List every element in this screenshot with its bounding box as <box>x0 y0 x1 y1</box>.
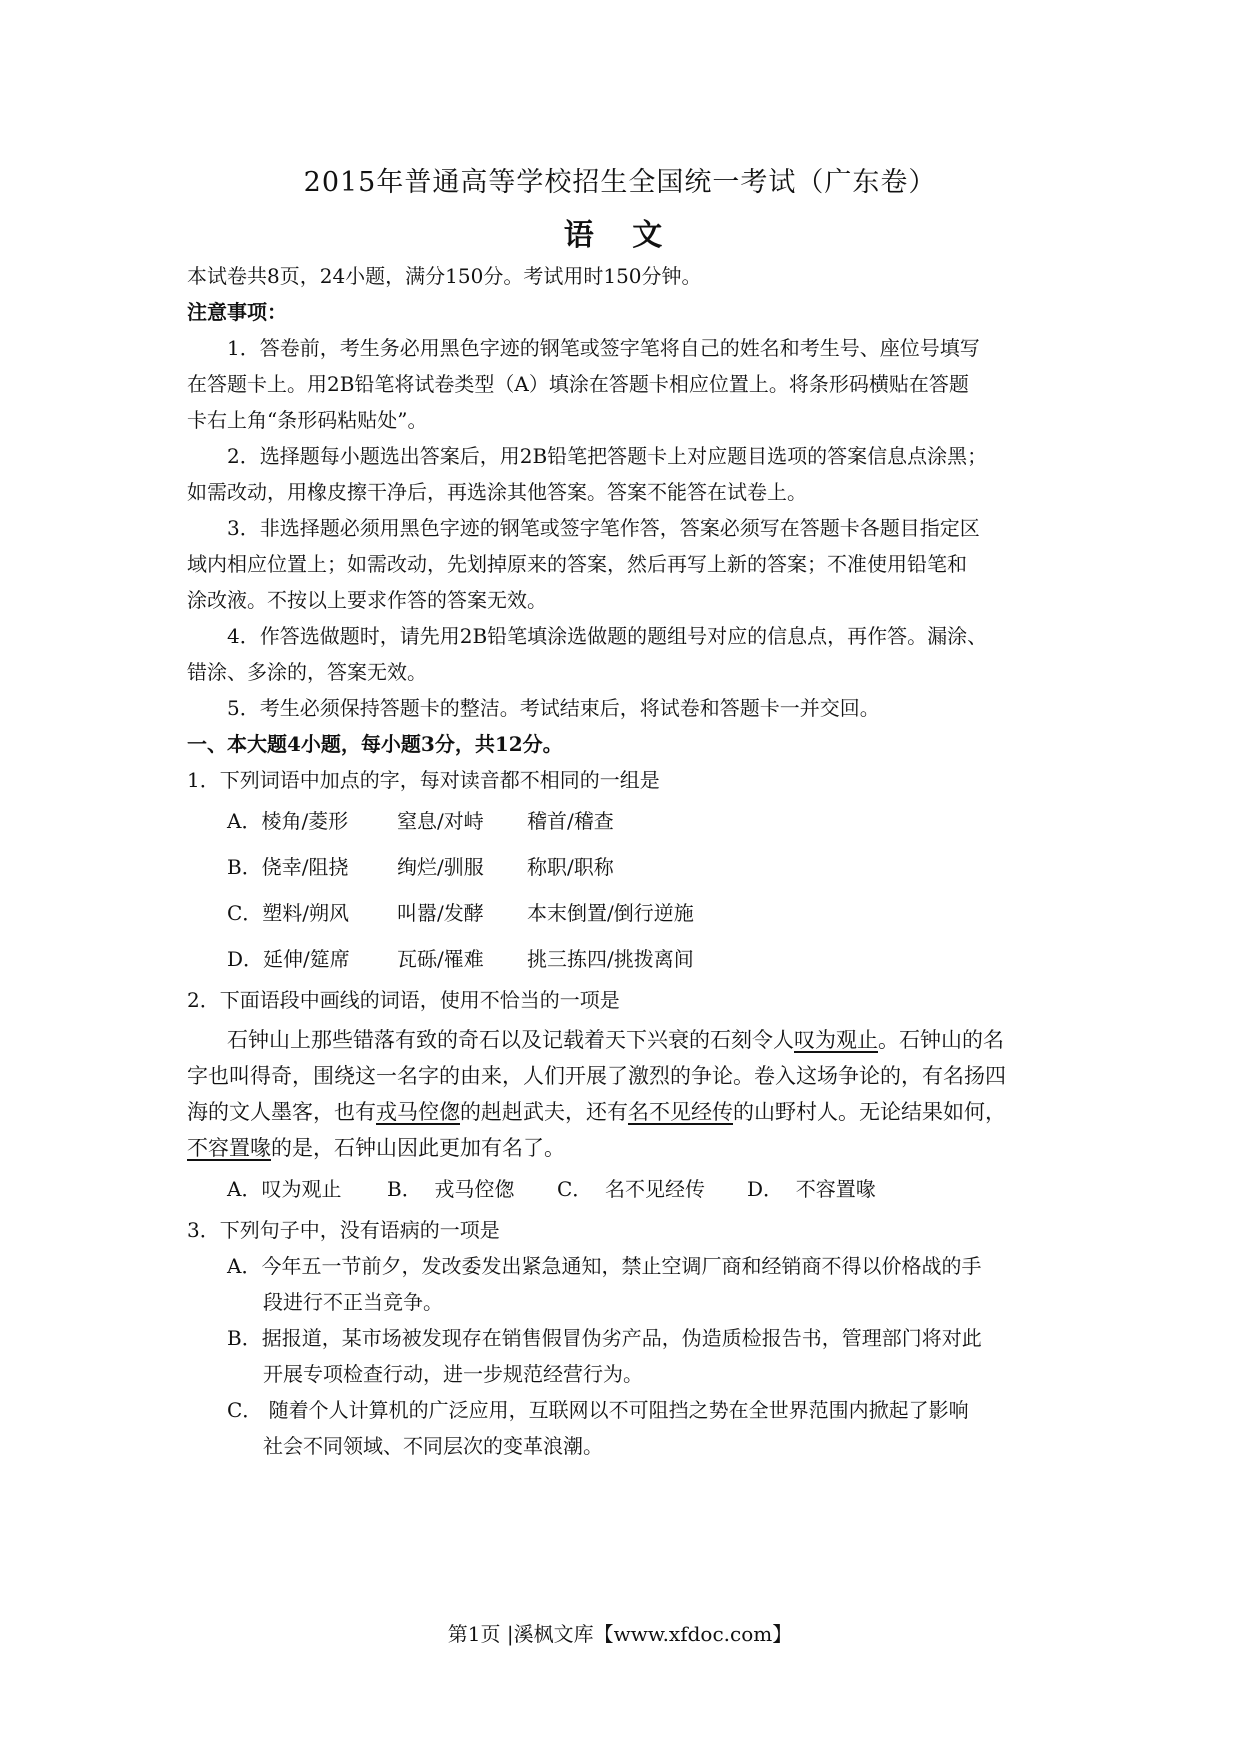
q1-option-c: C．塑料/朔风 叫嚣/发酵 本末倒置/倒行逆施 <box>227 901 694 925</box>
underlined-phrase: 叹为观止 <box>794 1028 878 1052</box>
intro-text: 本试卷共8页，24小题，满分150分。考试用时150分钟。 <box>187 264 702 288</box>
question-2-stem: 2．下面语段中画线的词语，使用不恰当的一项是 <box>187 988 620 1012</box>
question-1-stem: 1．下列词语中加点的字，每对读音都不相同的一组是 <box>187 768 660 792</box>
question-3-stem: 3．下列句子中，没有语病的一项是 <box>187 1218 500 1242</box>
notice-4: 4．作答选做题时，请先用2B铅笔填涂选做题的题组号对应的信息点，再作答。漏涂、 错涂、多涂的，答案无效。 <box>187 624 988 684</box>
notice-2: 2．选择题每小题选出答案后，用2B铅笔把答题卡上对应题目选项的答案信息点涂黑； 如需改动，用橡皮擦干净后，再选涂其他答案。答案不能答在试卷上。 <box>187 444 988 504</box>
question-2-passage <box>187 1022 1067 1166</box>
exam-content <box>187 258 1067 1464</box>
section-heading: 一、本大题4小题，每小题3分，共12分。 <box>187 732 563 756</box>
subject-heading: 语 文 <box>563 218 677 253</box>
page-title: 2015年普通高等学校招生全国统一考试（广东卷） <box>303 167 937 198</box>
underlined-phrase: 名不见经传 <box>628 1100 733 1124</box>
notice-1: 1．答卷前，考生务必用黑色字迹的钢笔或签字笔将自己的姓名和考生号、座位号填写 在答题卡上。用2B铅笔将试卷类型（A）填涂在答题卡相应位置上。将条形码横贴在答题 卡右上角“条形码粘贴处”。 <box>187 336 980 432</box>
passage-line: 石钟山上那些错落有致的奇石以及记载着天下兴衰的石刻令人叹为观止。石钟山的名 <box>227 1028 1004 1052</box>
notice-heading: 注意事项： <box>187 300 287 324</box>
notice-5: 5．考生必须保持答题卡的整洁。考试结束后，将试卷和答题卡一并交回。 <box>227 696 880 720</box>
q1-option-a: A．棱角/菱形 窒息/对峙 稽首/稽查 <box>227 809 614 833</box>
q3-option-b: B．据报道，某市场被发现存在销售假冒伪劣产品，伪造质检报告书，管理部门将对此 开展专项检查行动，进一步规范经营行为。 <box>227 1326 982 1386</box>
q1-option-d: D．延伸/筵席 瓦砾/罹难 挑三拣四/挑拨离间 <box>227 947 694 971</box>
page-footer: 第1页 |溪枫文库【www.xfdoc.com】 <box>447 1622 793 1646</box>
q1-option-b: B．侥幸/阻挠 绚烂/驯服 称职/职称 <box>227 855 614 879</box>
passage-line: 字也叫得奇，围绕这一名字的由来，人们开展了激烈的争论。卷入这场争论的，有名扬四 <box>187 1064 1006 1088</box>
q3-option-c: C． 随着个人计算机的广泛应用，互联网以不可阻挡之势在全世界范围内掀起了影响 社会不同领域、不同层次的变革浪潮。 <box>227 1398 969 1458</box>
question-1-options <box>187 798 1067 982</box>
question-2-choices: A．叹为观止 B． 戎马倥偬 C． 名不见经传 D． 不容置喙 <box>227 1177 876 1201</box>
passage-line: 海的文人墨客，也有戎马倥偬的赳赳武夫，还有名不见经传的山野村人。无论结果如何， <box>187 1100 1006 1124</box>
underlined-phrase: 不容置喙 <box>187 1136 271 1160</box>
q3-option-a: A．今年五一节前夕，发改委发出紧急通知，禁止空调厂商和经销商不得以价格战的手 段进行不正当竞争。 <box>227 1254 982 1314</box>
notice-3: 3．非选择题必须用黑色字迹的钢笔或签字笔作答，答案必须写在答题卡各题目指定区 域内相应位置上；如需改动，先划掉原来的答案，然后再写上新的答案；不准使用铅笔和 涂改液。不按以上要求作答的答案无效。 <box>187 516 980 612</box>
underlined-phrase: 戎马倥偬 <box>376 1100 460 1124</box>
passage-line: 不容置喙的是，石钟山因此更加有名了。 <box>187 1136 565 1160</box>
